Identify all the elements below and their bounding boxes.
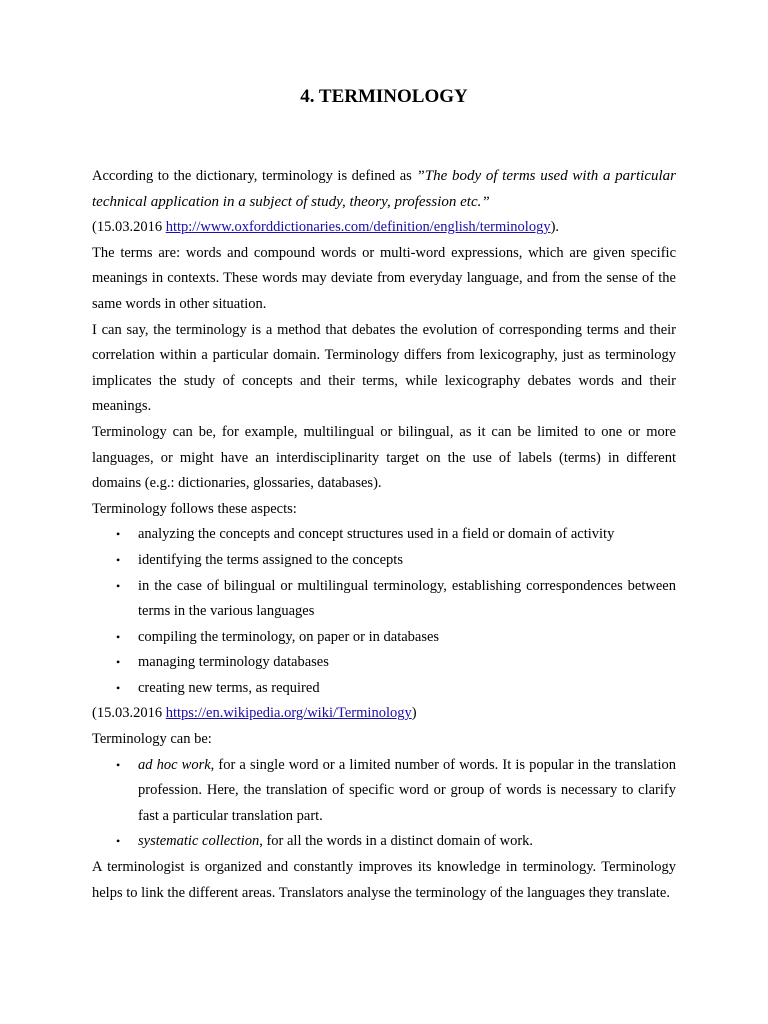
list-item-text: compiling the terminology, on paper or in databases bbox=[138, 628, 440, 645]
list-item bbox=[92, 522, 676, 548]
aspects-intro: Terminology follows these aspects: bbox=[92, 500, 297, 517]
list-item bbox=[92, 574, 676, 625]
bullet-icon: • bbox=[116, 680, 121, 695]
terms-paragraph: The terms are: words and compound words or multi-word expressions, which are given specific meanings in contexts. These words may deviate from everyday language, and from the sense of the same words in other situation. bbox=[92, 244, 676, 312]
definition-reference bbox=[92, 215, 676, 241]
reference-close: ) bbox=[411, 705, 417, 722]
bullet-icon: • bbox=[116, 757, 121, 772]
method-paragraph: I can say, the terminology is a method that debates the evolution of corresponding terms and their correlation within a particular domain. Terminology differs from lexicography, just as terminology implicates the study of concepts and their terms, while lexicography debates words and their meanings. bbox=[92, 321, 676, 415]
oxford-link[interactable]: http://www.oxforddictionaries.com/definition/english/terminology bbox=[165, 219, 551, 236]
definition-intro: According to the dictionary, terminology is defined as bbox=[92, 168, 417, 184]
types-intro: Terminology can be: bbox=[92, 731, 212, 748]
aspects-list bbox=[92, 522, 676, 701]
list-item-text: identifying the terms assigned to the concepts bbox=[138, 551, 403, 568]
multilingual-paragraph: Terminology can be, for example, multilingual or bilingual, as it can be limited to one or more languages, or might have an interdisciplinarity target on the use of labels (terms) in different domains (e.g.: dictionaries, glossaries, databases). bbox=[92, 423, 676, 492]
bullet-icon: • bbox=[116, 552, 121, 567]
definition-quote: ”The body of terms used with a particular technical application in a subject of study, theory, profession etc.” bbox=[92, 168, 676, 210]
list-item-text: managing terminology databases bbox=[138, 654, 329, 671]
list-item-text: in the case of bilingual or multilingual terminology, establishing correspondences between terms in the various languages bbox=[138, 577, 676, 620]
list-item bbox=[92, 829, 676, 855]
wikipedia-link[interactable]: https://en.wikipedia.org/wiki/Terminology bbox=[165, 705, 412, 722]
terminologist-paragraph: A terminologist is organized and constantly improves its knowledge in terminology. Terminology helps to link the different areas. Translators analyse the terminology of the languages they translate. bbox=[92, 859, 676, 901]
reference-date: (15.03.2016 bbox=[92, 219, 166, 236]
definition-paragraph bbox=[92, 164, 676, 215]
types-list bbox=[92, 753, 676, 855]
bullet-icon: • bbox=[116, 834, 121, 849]
reference-close: ). bbox=[550, 219, 560, 236]
list-item bbox=[92, 676, 676, 702]
type-description: , for a single word or a limited number of words. It is popular in the translation profession. Here, the translation of specific word or group of words is necessary to clarify fast a particular translation part. bbox=[138, 756, 676, 824]
bullet-icon: • bbox=[116, 527, 121, 542]
page-title: 4. TERMINOLOGY bbox=[300, 86, 468, 107]
list-item-text: creating new terms, as required bbox=[138, 679, 320, 696]
type-description: , for all the words in a distinct domain of work. bbox=[259, 833, 534, 850]
bullet-icon: • bbox=[116, 629, 121, 644]
reference-date: (15.03.2016 bbox=[92, 705, 166, 722]
document-body bbox=[92, 164, 676, 906]
type-term: systematic collection bbox=[138, 833, 260, 850]
wikipedia-reference bbox=[92, 701, 676, 727]
list-item bbox=[92, 753, 676, 830]
bullet-icon: • bbox=[116, 655, 121, 670]
list-item-text: analyzing the concepts and concept structures used in a field or domain of activity bbox=[138, 526, 615, 543]
type-term: ad hoc work bbox=[138, 756, 211, 773]
list-item bbox=[92, 650, 676, 676]
list-item bbox=[92, 548, 676, 574]
bullet-icon: • bbox=[116, 578, 121, 593]
list-item bbox=[92, 625, 676, 651]
